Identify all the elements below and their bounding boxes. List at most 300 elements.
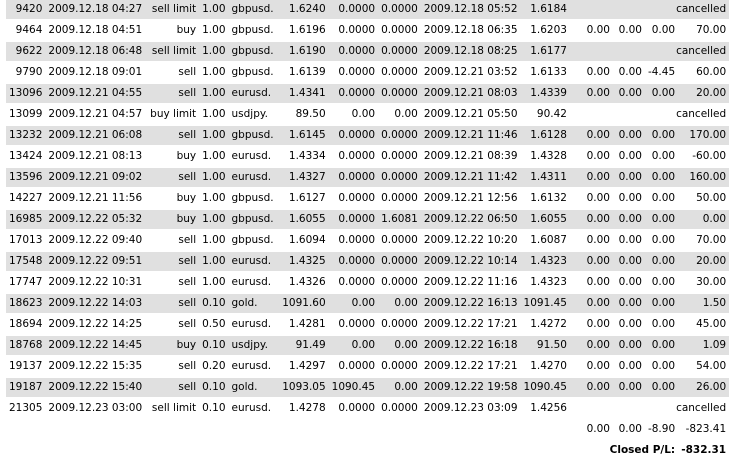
open-time-cell: 2009.12.21 04:55 [45, 83, 145, 104]
item-cell: gold. [229, 377, 277, 398]
profit-cell: 20.00 [678, 83, 729, 104]
tp-cell: 1.6081 [378, 209, 421, 230]
totals-row [6, 419, 729, 440]
profit-cell: 1.50 [678, 293, 729, 314]
close-time-cell: 2009.12.22 11:16 [421, 272, 521, 293]
total-swap: -8.90 [645, 419, 678, 440]
tp-cell: 0.0000 [378, 125, 421, 146]
close-price-cell: 1.4328 [521, 146, 570, 167]
open-price-cell: 1.6196 [277, 20, 329, 41]
commission-cell: 0.00 [570, 230, 613, 251]
open-price-cell: 1.6094 [277, 230, 329, 251]
closed-pl-value: -832.31 [678, 440, 729, 461]
sl-cell: 0.0000 [329, 83, 378, 104]
profit-cell: -60.00 [678, 146, 729, 167]
open-price-cell: 1.6139 [277, 62, 329, 83]
type-cell: sell [145, 230, 199, 251]
close-price-cell: 1.6203 [521, 20, 570, 41]
size-cell: 1.00 [199, 62, 228, 83]
size-cell: 1.00 [199, 167, 228, 188]
type-cell: sell limit [145, 41, 199, 62]
commission-cell: 0.00 [570, 125, 613, 146]
ticket-cell: 18623 [6, 293, 45, 314]
tp-cell: 0.0000 [378, 314, 421, 335]
type-cell: sell [145, 272, 199, 293]
close-price-cell: 1.6132 [521, 188, 570, 209]
tp-cell: 0.0000 [378, 188, 421, 209]
open-time-cell: 2009.12.22 09:51 [45, 251, 145, 272]
tp-cell: 0.0000 [378, 272, 421, 293]
taxes-cell: 0.00 [613, 230, 645, 251]
close-time-cell: 2009.12.21 12:56 [421, 188, 521, 209]
size-cell: 0.10 [199, 293, 228, 314]
profit-cell: 60.00 [678, 62, 729, 83]
open-time-cell: 2009.12.22 14:45 [45, 335, 145, 356]
commission-cell: 0.00 [570, 62, 613, 83]
swap-cell: 0.00 [645, 209, 678, 230]
open-time-cell: 2009.12.22 09:40 [45, 230, 145, 251]
profit-cell: 160.00 [678, 167, 729, 188]
taxes-cell: 0.00 [613, 188, 645, 209]
table-row [6, 62, 729, 83]
close-time-cell: 2009.12.22 10:14 [421, 251, 521, 272]
type-cell: buy [145, 146, 199, 167]
taxes-cell: 0.00 [613, 167, 645, 188]
open-time-cell: 2009.12.18 09:01 [45, 62, 145, 83]
ticket-cell: 17013 [6, 230, 45, 251]
close-time-cell: 2009.12.22 17:21 [421, 314, 521, 335]
close-time-cell: 2009.12.22 16:13 [421, 293, 521, 314]
commission-cell: 0.00 [570, 83, 613, 104]
swap-cell: 0.00 [645, 188, 678, 209]
close-price-cell: 1.4339 [521, 83, 570, 104]
tp-cell: 0.0000 [378, 20, 421, 41]
open-time-cell: 2009.12.23 03:00 [45, 398, 145, 419]
table-row [6, 314, 729, 335]
type-cell: sell [145, 377, 199, 398]
ticket-cell: 17747 [6, 272, 45, 293]
close-price-cell: 1.6087 [521, 230, 570, 251]
taxes-cell: 0.00 [613, 251, 645, 272]
taxes-cell: 0.00 [613, 335, 645, 356]
table-row [6, 83, 729, 104]
table-row [6, 335, 729, 356]
commission-cell: 0.00 [570, 146, 613, 167]
profit-cell: 70.00 [678, 230, 729, 251]
open-time-cell: 2009.12.22 10:31 [45, 272, 145, 293]
ticket-cell: 9622 [6, 41, 45, 62]
closed-pl-spacer [6, 440, 570, 461]
size-cell: 1.00 [199, 209, 228, 230]
close-time-cell: 2009.12.21 11:46 [421, 125, 521, 146]
sl-cell: 0.0000 [329, 314, 378, 335]
item-cell: eurusd. [229, 146, 277, 167]
open-price-cell: 1.6055 [277, 209, 329, 230]
total-profit: -823.41 [678, 419, 729, 440]
item-cell: gbpusd. [229, 0, 277, 20]
close-time-cell: 2009.12.22 17:21 [421, 356, 521, 377]
open-time-cell: 2009.12.22 05:32 [45, 209, 145, 230]
profit-cell: 26.00 [678, 377, 729, 398]
taxes-cell: 0.00 [613, 125, 645, 146]
type-cell: buy [145, 335, 199, 356]
close-price-cell: 1.6177 [521, 41, 570, 62]
ticket-cell: 9464 [6, 20, 45, 41]
swap-cell: 0.00 [645, 146, 678, 167]
sl-cell: 0.0000 [329, 188, 378, 209]
tp-cell: 0.0000 [378, 356, 421, 377]
taxes-cell: 0.00 [613, 314, 645, 335]
closed-pl-row [6, 440, 729, 461]
table-row [6, 146, 729, 167]
commission-cell: 0.00 [570, 188, 613, 209]
tp-cell: 0.0000 [378, 0, 421, 20]
size-cell: 1.00 [199, 125, 228, 146]
open-price-cell: 1093.05 [277, 377, 329, 398]
closed-trades-table [6, 0, 729, 462]
item-cell: eurusd. [229, 251, 277, 272]
open-time-cell: 2009.12.22 14:03 [45, 293, 145, 314]
type-cell: sell limit [145, 398, 199, 419]
open-price-cell: 1.6127 [277, 188, 329, 209]
taxes-cell: 0.00 [613, 62, 645, 83]
open-time-cell: 2009.12.21 08:13 [45, 146, 145, 167]
close-price-cell: 90.42 [521, 104, 570, 125]
open-time-cell: 2009.12.22 15:40 [45, 377, 145, 398]
table-row [6, 104, 729, 125]
type-cell: sell [145, 293, 199, 314]
tp-cell: 0.0000 [378, 167, 421, 188]
ticket-cell: 14227 [6, 188, 45, 209]
size-cell: 0.50 [199, 314, 228, 335]
type-cell: sell [145, 83, 199, 104]
item-cell: gbpusd. [229, 62, 277, 83]
size-cell: 1.00 [199, 230, 228, 251]
profit-cell: 30.00 [678, 272, 729, 293]
sl-cell: 0.0000 [329, 209, 378, 230]
table-row [6, 398, 729, 419]
taxes-cell: 0.00 [613, 293, 645, 314]
tp-cell: 0.00 [378, 104, 421, 125]
tp-cell: 0.0000 [378, 41, 421, 62]
sl-cell: 0.0000 [329, 272, 378, 293]
type-cell: sell [145, 251, 199, 272]
tp-cell: 0.0000 [378, 83, 421, 104]
profit-cell: 70.00 [678, 20, 729, 41]
open-time-cell: 2009.12.18 04:51 [45, 20, 145, 41]
close-price-cell: 1090.45 [521, 377, 570, 398]
sl-cell: 0.00 [329, 104, 378, 125]
tp-cell: 0.0000 [378, 62, 421, 83]
taxes-cell: 0.00 [613, 146, 645, 167]
open-price-cell: 1.4334 [277, 146, 329, 167]
swap-cell: 0.00 [645, 230, 678, 251]
close-price-cell: 1.4256 [521, 398, 570, 419]
close-time-cell: 2009.12.21 08:39 [421, 146, 521, 167]
close-price-cell: 1091.45 [521, 293, 570, 314]
taxes-cell: 0.00 [613, 377, 645, 398]
item-cell: usdjpy. [229, 104, 277, 125]
open-time-cell: 2009.12.21 06:08 [45, 125, 145, 146]
commission-cell: 0.00 [570, 167, 613, 188]
ticket-cell: 13596 [6, 167, 45, 188]
swap-cell: 0.00 [645, 314, 678, 335]
profit-cell: 20.00 [678, 251, 729, 272]
profit-cell: 0.00 [678, 209, 729, 230]
item-cell: usdjpy. [229, 335, 277, 356]
swap-cell: -4.45 [645, 62, 678, 83]
close-time-cell: 2009.12.21 03:52 [421, 62, 521, 83]
open-price-cell: 1.4326 [277, 272, 329, 293]
close-price-cell: 1.6133 [521, 62, 570, 83]
size-cell: 1.00 [199, 0, 228, 20]
tp-cell: 0.00 [378, 293, 421, 314]
sl-cell: 0.0000 [329, 20, 378, 41]
swap-cell: 0.00 [645, 167, 678, 188]
size-cell: 1.00 [199, 251, 228, 272]
size-cell: 0.20 [199, 356, 228, 377]
open-price-cell: 1.4281 [277, 314, 329, 335]
commission-cell: 0.00 [570, 272, 613, 293]
size-cell: 0.10 [199, 398, 228, 419]
table-row [6, 293, 729, 314]
close-price-cell: 1.4272 [521, 314, 570, 335]
item-cell: gbpusd. [229, 209, 277, 230]
table-row [6, 125, 729, 146]
type-cell: buy [145, 20, 199, 41]
swap-cell: 0.00 [645, 125, 678, 146]
ticket-cell: 19187 [6, 377, 45, 398]
swap-cell: 0.00 [645, 377, 678, 398]
profit-cell: 170.00 [678, 125, 729, 146]
swap-cell: 0.00 [645, 335, 678, 356]
ticket-cell: 17548 [6, 251, 45, 272]
size-cell: 1.00 [199, 41, 228, 62]
table-row [6, 167, 729, 188]
open-time-cell: 2009.12.21 11:56 [45, 188, 145, 209]
status-cell: cancelled [570, 104, 729, 125]
type-cell: buy [145, 209, 199, 230]
taxes-cell: 0.00 [613, 356, 645, 377]
type-cell: sell [145, 314, 199, 335]
tp-cell: 0.00 [378, 377, 421, 398]
open-price-cell: 1.6145 [277, 125, 329, 146]
tp-cell: 0.0000 [378, 398, 421, 419]
open-time-cell: 2009.12.21 04:57 [45, 104, 145, 125]
tp-cell: 0.00 [378, 335, 421, 356]
open-time-cell: 2009.12.22 15:35 [45, 356, 145, 377]
item-cell: gbpusd. [229, 188, 277, 209]
commission-cell: 0.00 [570, 251, 613, 272]
table-row [6, 209, 729, 230]
swap-cell: 0.00 [645, 20, 678, 41]
item-cell: gbpusd. [229, 41, 277, 62]
item-cell: eurusd. [229, 356, 277, 377]
open-price-cell: 91.49 [277, 335, 329, 356]
table-row [6, 188, 729, 209]
close-time-cell: 2009.12.22 10:20 [421, 230, 521, 251]
ticket-cell: 18768 [6, 335, 45, 356]
close-time-cell: 2009.12.21 08:03 [421, 83, 521, 104]
swap-cell: 0.00 [645, 83, 678, 104]
ticket-cell: 19137 [6, 356, 45, 377]
commission-cell: 0.00 [570, 377, 613, 398]
open-price-cell: 1.4327 [277, 167, 329, 188]
close-price-cell: 1.6055 [521, 209, 570, 230]
status-cell: cancelled [570, 398, 729, 419]
sl-cell: 0.0000 [329, 356, 378, 377]
ticket-cell: 21305 [6, 398, 45, 419]
type-cell: sell [145, 125, 199, 146]
close-price-cell: 91.50 [521, 335, 570, 356]
ticket-cell: 13424 [6, 146, 45, 167]
status-cell: cancelled [570, 0, 729, 20]
sl-cell: 1090.45 [329, 377, 378, 398]
item-cell: gbpusd. [229, 20, 277, 41]
size-cell: 1.00 [199, 20, 228, 41]
item-cell: gbpusd. [229, 125, 277, 146]
table-row [6, 41, 729, 62]
table-row [6, 377, 729, 398]
profit-cell: 54.00 [678, 356, 729, 377]
table-row [6, 251, 729, 272]
table-row [6, 0, 729, 20]
tp-cell: 0.0000 [378, 230, 421, 251]
taxes-cell: 0.00 [613, 83, 645, 104]
close-price-cell: 1.4270 [521, 356, 570, 377]
type-cell: buy limit [145, 104, 199, 125]
total-commission: 0.00 [570, 419, 613, 440]
open-price-cell: 1.4278 [277, 398, 329, 419]
type-cell: sell [145, 167, 199, 188]
swap-cell: 0.00 [645, 272, 678, 293]
size-cell: 1.00 [199, 188, 228, 209]
open-price-cell: 1.4297 [277, 356, 329, 377]
swap-cell: 0.00 [645, 251, 678, 272]
close-time-cell: 2009.12.22 16:18 [421, 335, 521, 356]
open-price-cell: 1091.60 [277, 293, 329, 314]
item-cell: gold. [229, 293, 277, 314]
profit-cell: 50.00 [678, 188, 729, 209]
swap-cell: 0.00 [645, 293, 678, 314]
close-time-cell: 2009.12.21 11:42 [421, 167, 521, 188]
open-price-cell: 1.4325 [277, 251, 329, 272]
table-row [6, 20, 729, 41]
sl-cell: 0.0000 [329, 125, 378, 146]
item-cell: eurusd. [229, 398, 277, 419]
ticket-cell: 18694 [6, 314, 45, 335]
open-time-cell: 2009.12.18 06:48 [45, 41, 145, 62]
item-cell: eurusd. [229, 272, 277, 293]
close-time-cell: 2009.12.22 06:50 [421, 209, 521, 230]
trades-body [6, 0, 729, 461]
commission-cell: 0.00 [570, 335, 613, 356]
size-cell: 1.00 [199, 146, 228, 167]
open-time-cell: 2009.12.18 04:27 [45, 0, 145, 20]
swap-cell: 0.00 [645, 356, 678, 377]
size-cell: 0.10 [199, 377, 228, 398]
sl-cell: 0.00 [329, 293, 378, 314]
sl-cell: 0.00 [329, 335, 378, 356]
open-price-cell: 1.6240 [277, 0, 329, 20]
total-taxes: 0.00 [613, 419, 645, 440]
size-cell: 1.00 [199, 83, 228, 104]
size-cell: 0.10 [199, 335, 228, 356]
close-time-cell: 2009.12.22 19:58 [421, 377, 521, 398]
table-row [6, 230, 729, 251]
size-cell: 1.00 [199, 272, 228, 293]
profit-cell: 45.00 [678, 314, 729, 335]
commission-cell: 0.00 [570, 20, 613, 41]
type-cell: sell [145, 356, 199, 377]
open-price-cell: 1.6190 [277, 41, 329, 62]
commission-cell: 0.00 [570, 209, 613, 230]
close-time-cell: 2009.12.18 05:52 [421, 0, 521, 20]
close-time-cell: 2009.12.21 05:50 [421, 104, 521, 125]
sl-cell: 0.0000 [329, 0, 378, 20]
taxes-cell: 0.00 [613, 20, 645, 41]
ticket-cell: 13096 [6, 83, 45, 104]
close-price-cell: 1.6184 [521, 0, 570, 20]
commission-cell: 0.00 [570, 356, 613, 377]
close-price-cell: 1.4323 [521, 272, 570, 293]
tp-cell: 0.0000 [378, 146, 421, 167]
open-price-cell: 1.4341 [277, 83, 329, 104]
type-cell: sell limit [145, 0, 199, 20]
item-cell: eurusd. [229, 314, 277, 335]
closed-pl-label: Closed P/L: [570, 440, 678, 461]
status-cell: cancelled [570, 41, 729, 62]
table-row [6, 272, 729, 293]
close-price-cell: 1.4323 [521, 251, 570, 272]
sl-cell: 0.0000 [329, 230, 378, 251]
close-price-cell: 1.4311 [521, 167, 570, 188]
totals-spacer [6, 419, 570, 440]
close-time-cell: 2009.12.23 03:09 [421, 398, 521, 419]
ticket-cell: 9420 [6, 0, 45, 20]
open-time-cell: 2009.12.22 14:25 [45, 314, 145, 335]
sl-cell: 0.0000 [329, 146, 378, 167]
sl-cell: 0.0000 [329, 167, 378, 188]
profit-cell: 1.09 [678, 335, 729, 356]
type-cell: sell [145, 62, 199, 83]
taxes-cell: 0.00 [613, 272, 645, 293]
close-price-cell: 1.6128 [521, 125, 570, 146]
ticket-cell: 9790 [6, 62, 45, 83]
sl-cell: 0.0000 [329, 251, 378, 272]
sl-cell: 0.0000 [329, 41, 378, 62]
item-cell: gbpusd. [229, 230, 277, 251]
table-row [6, 356, 729, 377]
close-time-cell: 2009.12.18 06:35 [421, 20, 521, 41]
item-cell: eurusd. [229, 167, 277, 188]
sl-cell: 0.0000 [329, 62, 378, 83]
open-time-cell: 2009.12.21 09:02 [45, 167, 145, 188]
taxes-cell: 0.00 [613, 209, 645, 230]
sl-cell: 0.0000 [329, 398, 378, 419]
ticket-cell: 13099 [6, 104, 45, 125]
commission-cell: 0.00 [570, 314, 613, 335]
item-cell: eurusd. [229, 83, 277, 104]
ticket-cell: 16985 [6, 209, 45, 230]
close-time-cell: 2009.12.18 08:25 [421, 41, 521, 62]
type-cell: buy [145, 188, 199, 209]
commission-cell: 0.00 [570, 293, 613, 314]
open-price-cell: 89.50 [277, 104, 329, 125]
ticket-cell: 13232 [6, 125, 45, 146]
tp-cell: 0.0000 [378, 251, 421, 272]
size-cell: 1.00 [199, 104, 228, 125]
